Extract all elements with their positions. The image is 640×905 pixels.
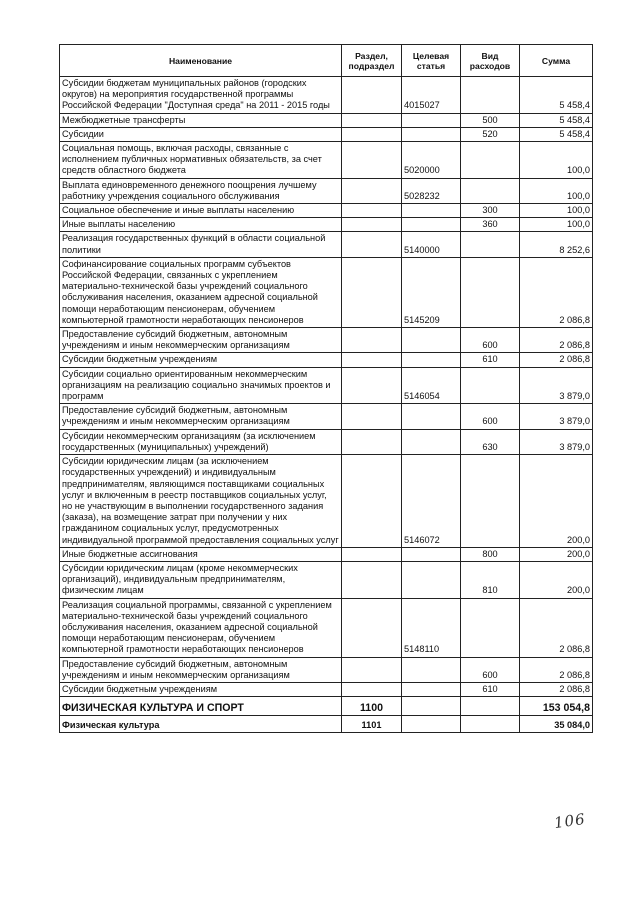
cell-target: 5020000: [402, 142, 461, 179]
cell-type: 600: [461, 328, 520, 353]
table-row: [60, 404, 593, 429]
header-row: [60, 45, 593, 77]
table-header: [60, 45, 593, 77]
cell-section: [342, 232, 402, 257]
cell-name: Социальное обеспечение и иные выплаты населению: [60, 204, 342, 218]
cell-sum: 3 879,0: [520, 404, 593, 429]
cell-section: [342, 657, 402, 682]
cell-section: [342, 561, 402, 598]
cell-name: Субсидии бюджетам муниципальных районов (городских округов) на мероприятия государственной программы Российской Федерации "Доступная среда" на 2011 - 2015 годы: [60, 77, 342, 114]
cell-sum: 200,0: [520, 561, 593, 598]
cell-type: 600: [461, 657, 520, 682]
cell-name: Предоставление субсидий бюджетным, автономным учреждениям и иным некоммерческим организациям: [60, 404, 342, 429]
budget-table: [59, 44, 593, 733]
cell-section: 1101: [342, 716, 402, 733]
cell-section: [342, 429, 402, 454]
cell-sum: 2 086,8: [520, 682, 593, 696]
cell-target: 5146054: [402, 367, 461, 404]
cell-type: [461, 455, 520, 548]
cell-type: 610: [461, 353, 520, 367]
table-row: [60, 657, 593, 682]
cell-type: [461, 142, 520, 179]
cell-target: [402, 328, 461, 353]
cell-sum: 35 084,0: [520, 716, 593, 733]
table-row: [60, 353, 593, 367]
cell-type: 630: [461, 429, 520, 454]
cell-target: [402, 682, 461, 696]
cell-target: 5028232: [402, 178, 461, 203]
cell-name: Межбюджетные трансферты: [60, 113, 342, 127]
table-row: [60, 127, 593, 141]
cell-target: [402, 204, 461, 218]
cell-sum: 5 458,4: [520, 77, 593, 114]
cell-section: [342, 142, 402, 179]
cell-sum: 3 879,0: [520, 367, 593, 404]
cell-target: [402, 404, 461, 429]
table-row: [60, 113, 593, 127]
cell-sum: 5 458,4: [520, 113, 593, 127]
cell-type: [461, 232, 520, 257]
cell-section: [342, 218, 402, 232]
cell-name: Субсидии юридическим лицам (за исключением государственных учреждений) и индивидуальным предпринимателям, являющимся поставщиками социальных услуг и включенным в реестр поставщиков социальных услуг, но не участвующим в выполнении государственного задания (заказа), на возмещение затрат при получении у них гражданином социальных услуг, предусмотренных индивидуальной программой предоставления социальных услуг: [60, 455, 342, 548]
cell-sum: 2 086,8: [520, 353, 593, 367]
cell-target: 5148110: [402, 598, 461, 657]
cell-name: ФИЗИЧЕСКАЯ КУЛЬТУРА И СПОРТ: [60, 697, 342, 716]
cell-target: 5146072: [402, 455, 461, 548]
cell-type: [461, 716, 520, 733]
cell-name: Субсидии некоммерческим организациям (за исключением государственных (муниципальных) учреждений): [60, 429, 342, 454]
table-row: [60, 697, 593, 716]
cell-sum: 153 054,8: [520, 697, 593, 716]
table-row: [60, 547, 593, 561]
cell-sum: 200,0: [520, 455, 593, 548]
cell-type: [461, 367, 520, 404]
cell-type: 810: [461, 561, 520, 598]
header-target: Целевая статья: [402, 45, 461, 77]
cell-type: 520: [461, 127, 520, 141]
cell-section: [342, 257, 402, 327]
table-row: [60, 328, 593, 353]
cell-sum: 2 086,8: [520, 657, 593, 682]
cell-name: Иные бюджетные ассигнования: [60, 547, 342, 561]
cell-type: 800: [461, 547, 520, 561]
cell-sum: 100,0: [520, 178, 593, 203]
cell-target: 5145209: [402, 257, 461, 327]
cell-type: 610: [461, 682, 520, 696]
header-section: Раздел, подраздел: [342, 45, 402, 77]
cell-section: [342, 682, 402, 696]
cell-type: [461, 257, 520, 327]
cell-name: Выплата единовременного денежного поощрения лучшему работнику учреждения социального обслуживания: [60, 178, 342, 203]
cell-section: 1100: [342, 697, 402, 716]
cell-section: [342, 77, 402, 114]
cell-type: [461, 598, 520, 657]
cell-name: Субсидии юридическим лицам (кроме некоммерческих организаций), индивидуальным предпринимателям, физическим лицам: [60, 561, 342, 598]
cell-target: 5140000: [402, 232, 461, 257]
cell-type: [461, 178, 520, 203]
table-row: [60, 142, 593, 179]
cell-type: 500: [461, 113, 520, 127]
cell-section: [342, 598, 402, 657]
cell-target: [402, 657, 461, 682]
cell-name: Предоставление субсидий бюджетным, автономным учреждениям и иным некоммерческим организациям: [60, 657, 342, 682]
table-row: [60, 367, 593, 404]
table-body: [60, 77, 593, 733]
cell-target: [402, 127, 461, 141]
cell-type: 360: [461, 218, 520, 232]
cell-section: [342, 455, 402, 548]
cell-type: [461, 697, 520, 716]
table-row: [60, 77, 593, 114]
cell-name: Физическая культура: [60, 716, 342, 733]
cell-section: [342, 178, 402, 203]
cell-sum: 2 086,8: [520, 598, 593, 657]
table-row: [60, 429, 593, 454]
cell-section: [342, 328, 402, 353]
cell-sum: 3 879,0: [520, 429, 593, 454]
table-row: [60, 561, 593, 598]
cell-name: Социальная помощь, включая расходы, связанные с исполнением публичных нормативных обязательств, за счет средств областного бюджета: [60, 142, 342, 179]
cell-target: [402, 697, 461, 716]
cell-target: [402, 218, 461, 232]
cell-section: [342, 404, 402, 429]
header-name: Наименование: [60, 45, 342, 77]
cell-target: [402, 353, 461, 367]
cell-sum: 100,0: [520, 142, 593, 179]
table-row: [60, 598, 593, 657]
cell-section: [342, 547, 402, 561]
table-row: [60, 218, 593, 232]
cell-name: Субсидии социально ориентированным некоммерческим организациям на реализацию социально значимых проектов и программ: [60, 367, 342, 404]
cell-name: Реализация государственных функций в области социальной политики: [60, 232, 342, 257]
cell-target: [402, 561, 461, 598]
table-row: [60, 682, 593, 696]
handwritten-page-number: 106: [552, 809, 587, 833]
table-row: [60, 204, 593, 218]
cell-target: 4015027: [402, 77, 461, 114]
cell-section: [342, 113, 402, 127]
cell-sum: 2 086,8: [520, 257, 593, 327]
cell-section: [342, 367, 402, 404]
table-row: [60, 232, 593, 257]
table-row: [60, 716, 593, 733]
cell-target: [402, 113, 461, 127]
cell-type: [461, 77, 520, 114]
cell-name: Субсидии бюджетным учреждениям: [60, 353, 342, 367]
cell-section: [342, 127, 402, 141]
cell-name: Субсидии: [60, 127, 342, 141]
header-sum: Сумма: [520, 45, 593, 77]
cell-target: [402, 547, 461, 561]
cell-target: [402, 716, 461, 733]
cell-name: Реализация социальной программы, связанной с укреплением материально-технической базы учреждений социального обслуживания населения, оказанием адресной социальной помощи неработающим пенсионерам, обучением компьютерной грамотности неработающих пенсионеров: [60, 598, 342, 657]
cell-type: 600: [461, 404, 520, 429]
cell-sum: 5 458,4: [520, 127, 593, 141]
table-row: [60, 257, 593, 327]
table-row: [60, 178, 593, 203]
cell-sum: 100,0: [520, 218, 593, 232]
cell-name: Субсидии бюджетным учреждениям: [60, 682, 342, 696]
cell-sum: 2 086,8: [520, 328, 593, 353]
cell-name: Предоставление субсидий бюджетным, автономным учреждениям и иным некоммерческим организациям: [60, 328, 342, 353]
cell-name: Иные выплаты населению: [60, 218, 342, 232]
cell-section: [342, 353, 402, 367]
cell-sum: 100,0: [520, 204, 593, 218]
cell-name: Софинансирование социальных программ субъектов Российской Федерации, связанных с укреплением материально-технической базы учреждений социального обслуживания населения, оказанием адресной социальной помощи неработающим пенсионерам, обучением компьютерной грамотности неработающих пенсионеров: [60, 257, 342, 327]
cell-type: 300: [461, 204, 520, 218]
table-row: [60, 455, 593, 548]
cell-section: [342, 204, 402, 218]
cell-target: [402, 429, 461, 454]
header-type: Вид расходов: [461, 45, 520, 77]
cell-sum: 8 252,6: [520, 232, 593, 257]
cell-sum: 200,0: [520, 547, 593, 561]
